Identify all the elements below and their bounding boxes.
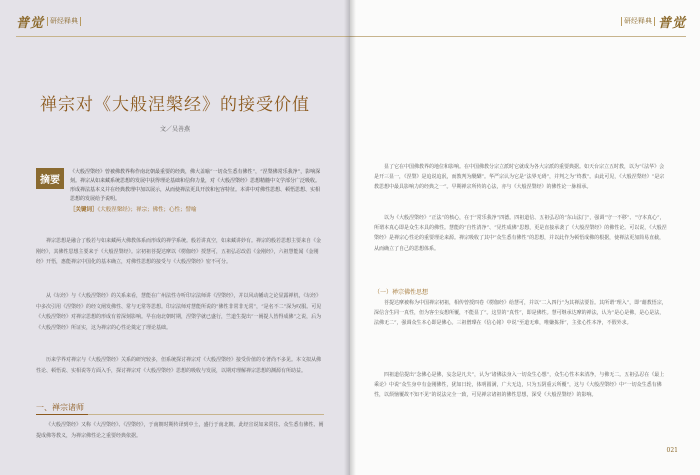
- section-paragraph: 《大般涅槃经》又称《大涅槃经》、《涅槃经》，于南朝时期传译到中土，盛行于南北朝。此经宣说如来常住、众生悉有佛性、阐提成佛等教义，为禅宗佛性论之重要经典依据。: [36, 422, 324, 439]
- abstract-body: 《大般涅槃经》曾被佛教界称作南北朝最重要的经典，佛大盖喻“一切众生悉有佛性”，“涅槃佛常乐我净”，影响深刻。禅宗从如来藏系统思想的发展中获得理论基础和信仰力量，对《大般涅槃经》思想精髓中文学部分广泛吸收。形成禅法基本义并在经典教理中加以展示，从而使禅法更具开放和包容特征。本讲中对佛性思想、顿悟思想、实相思想的发展给予说明。: [70, 169, 321, 202]
- article-author: 文／吴善燕: [159, 126, 190, 133]
- column-tag: 研经释典: [47, 17, 81, 26]
- left-header: [16, 12, 81, 31]
- body-paragraph: 禅宗思想是融合了般若与如来藏两大佛教体系而形成的禅学系统。般若讲真空，如来藏讲妙有。禅宗的般若思想主要来自《金刚经》，其佛性思想主要来于《大般涅槃经》。宗初祖菩提达摩以《楞伽经》授慧可，五祖弘忍改倡《金刚经》，六祖慧能闻《金刚经》开悟，惠能禅宗中国化的基本确立，对佛性思想的接受与《大般涅槃经》密不可分。: [36, 238, 322, 266]
- brand-logo: 普觉: [16, 16, 45, 31]
- body-paragraph: 显了它在中国佛教界的地位和影响。在中国佛教分宗立派时它就成为各大宗派的重要典据。如天台宗立五时教，以为“《法华》会是开三显一，《涅槃》是追说追泯，而教判为醍醐”。华严宗认为它是“法界无碍”，并判之为“终教”。由此可见，《大般涅槃经》“是宗教思想中最具影响力的经典之一”。早期禅宗所传的心法，亦与《大般涅槃经》的佛性论一脉相承。: [374, 164, 665, 191]
- subsection-heading: （一）禅宗佛性思想: [374, 289, 429, 296]
- abstract-box: [36, 168, 324, 215]
- page-number: 021: [666, 447, 678, 454]
- column-tag: 研经释典: [621, 17, 655, 26]
- section-heading: 一、禅宗诸师: [36, 403, 84, 412]
- body-paragraph: 菩提达摩被称为中国禅宗初祖，相传曾授四卷《楞伽经》给慧可，并以“二入四行”为其禅法要旨。其所谓“理入”，即“藉教悟宗，深信含生同一真性，但为客尘妄想所覆，不能显了”。这里的“真性”，即是佛性。慧可继承达摩的禅法，认为“是心是佛，是心是法，法佛无二”，强调众生本心即是佛心。三祖僧璨在《信心铭》中说“至道无难，唯嫌拣择”，主张心性本净，不假外求。: [374, 300, 667, 327]
- keywords: [70, 206, 324, 215]
- abstract-label: 摘要: [36, 168, 64, 189]
- right-header: [621, 12, 686, 31]
- section-rule: [36, 414, 324, 415]
- body-paragraph: 四祖道信提出“念佛心是佛，妄念是凡夫”，认为“诸佛法身入一切众生心想”，众生心性本来清净，与佛无二。五祖弘忍在《最上乘论》中说“众生身中有金刚佛性，犹如日轮，体明圆满，广大无边，只为五阴重云所覆”，这与《大般涅槃经》中“一切众生悉有佛性，以烦恼覆故不知不见”的说法完全一致，可见禅宗诸祖的佛性思想，深受《大般涅槃经》的影响。: [374, 372, 665, 399]
- body-paragraph: 历来学界对禅宗与《大般涅槃经》关系的研究较多，但系统探讨禅宗对《大般涅槃经》接受价值的专著尚不多见。本文拟从佛性论、顿悟说、实相说等方面入手，探讨禅宗对《大般涅槃经》思想的吸收与发展，以期对理解禅宗思想的渊源有所助益。: [36, 357, 322, 374]
- article-title: 禅宗对《大般涅槃经》的接受价值: [40, 95, 310, 115]
- body-paragraph: 以为《大般涅槃经》“正法”的核心，在于“常乐我净”四德。四祖道信、五祖弘忍的“东山法门”，强调“守一不移”、“守本真心”，所谓本真心即是众生本具的佛性。慧能的“自性清净”、“见性成佛”思想，更是直接承袭了《大般涅槃经》的佛性论。可以说，《大般涅槃经》是禅宗心性论的重要理论来源。禅宗吸收了其中“众生悉有佛性”的思想，并以此作为顿悟成佛的根据，使禅法更加简易直截，从而确立了自己的思想体系。: [374, 215, 667, 252]
- brand-logo: 普觉: [657, 16, 686, 31]
- body-paragraph: 从《坛经》与《大般涅槃经》的关系来看，慧能在广州法性寺听印宗法师讲《涅槃经》，并以风动幡动之论显露禅机，《坛经》中多次引用《涅槃经》的经文阐发佛性、常与无常等思想。印宗法师对慧能所说的“佛性非常非无常”，“是名不二”深为叹服。可见《大般涅槃经》对禅宗思想的形成有着深刻影响。早在南北朝时期，涅槃学就已盛行，竺道生提出“一阐提人皆得成佛”之说，后为《大般涅槃经》所证实，这为禅宗的心性论奠定了理论基础。: [36, 293, 322, 331]
- right-page: [350, 0, 700, 475]
- keywords-text: 《大般涅槃经》；禅宗；佛性；心性；譬喻: [97, 207, 197, 213]
- keywords-label: ［关键词］: [70, 207, 98, 213]
- abstract-text: [70, 168, 324, 215]
- header-rule: [350, 36, 686, 37]
- header-rule: [16, 36, 350, 37]
